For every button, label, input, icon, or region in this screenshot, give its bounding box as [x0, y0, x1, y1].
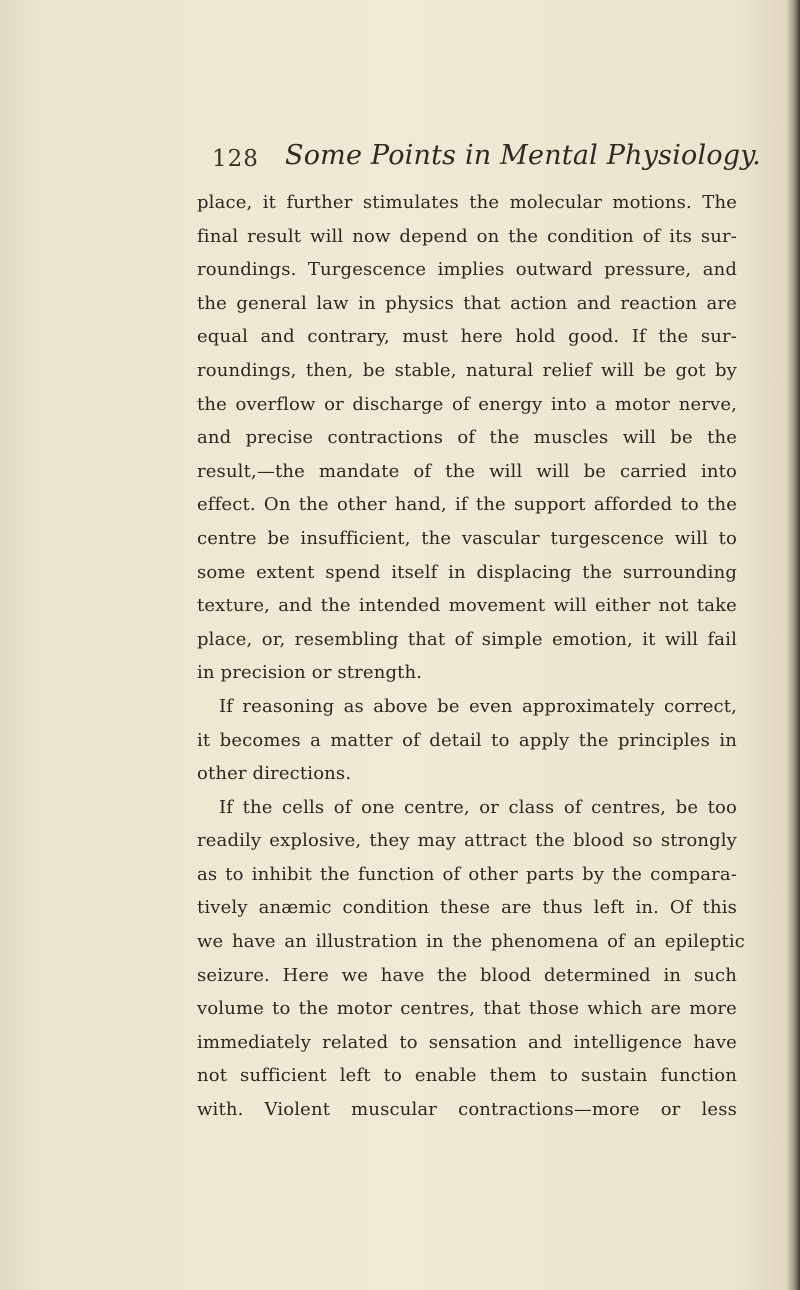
text-line: effect. On the other hand, if the support afforded to the [197, 494, 737, 516]
body-text [197, 186, 745, 1127]
page-shadow-edge [786, 0, 800, 1290]
text-line: equal and contrary, must here hold good. If the sur- [197, 326, 737, 348]
text-line: volume to the motor centres, that those which are more [197, 998, 737, 1020]
text-line: final result will now depend on the condition of its sur- [197, 225, 737, 247]
text-line: If the cells of one centre, or class of centres, be too [219, 796, 737, 818]
text-line: place, or, resembling that of simple emotion, it will fail [197, 628, 737, 650]
text-line: centre be insufficient, the vascular turgescence will to [197, 527, 737, 549]
text-line: If reasoning as above be even approximately correct, [219, 695, 737, 717]
text-line: some extent spend itself in displacing the surrounding [197, 561, 737, 583]
text-line: seizure. Here we have the blood determined in such [197, 964, 737, 986]
text-line: as to inhibit the function of other parts by the compara- [197, 863, 737, 885]
text-line: with. Violent muscular contractions—more or less [197, 1099, 737, 1121]
text-line: texture, and the intended movement will either not take [197, 595, 737, 617]
page-number: 128 [212, 146, 259, 172]
text-line: roundings. Turgescence implies outward pressure, and [197, 259, 737, 281]
text-line: the overflow or discharge of energy into a motor nerve, [197, 393, 737, 415]
text-line: in precision or strength. [197, 662, 423, 684]
text-line: we have an illustration in the phenomena of an epileptic [197, 931, 745, 953]
text-line: and precise contractions of the muscles will be the [197, 427, 737, 449]
running-title: Some Points in Mental Physiology. [285, 140, 761, 171]
text-line: immediately related to sensation and intelligence have [197, 1031, 737, 1053]
text-line: result,—the mandate of the will will be carried into [197, 460, 737, 482]
text-line: roundings, then, be stable, natural relief will be got by [197, 359, 737, 381]
text-line: readily explosive, they may attract the blood so strongly [197, 830, 737, 852]
text-line: not sufficient left to enable them to sustain function [197, 1065, 737, 1087]
text-line: place, it further stimulates the molecular motions. The [197, 192, 737, 213]
text-line: the general law in physics that action and reaction are [197, 292, 737, 314]
text-line: tively anæmic condition these are thus left in. Of this [197, 897, 737, 919]
text-line: other directions. [197, 763, 352, 785]
text-line: it becomes a matter of detail to apply the principles in [197, 729, 737, 751]
running-header [212, 140, 761, 184]
